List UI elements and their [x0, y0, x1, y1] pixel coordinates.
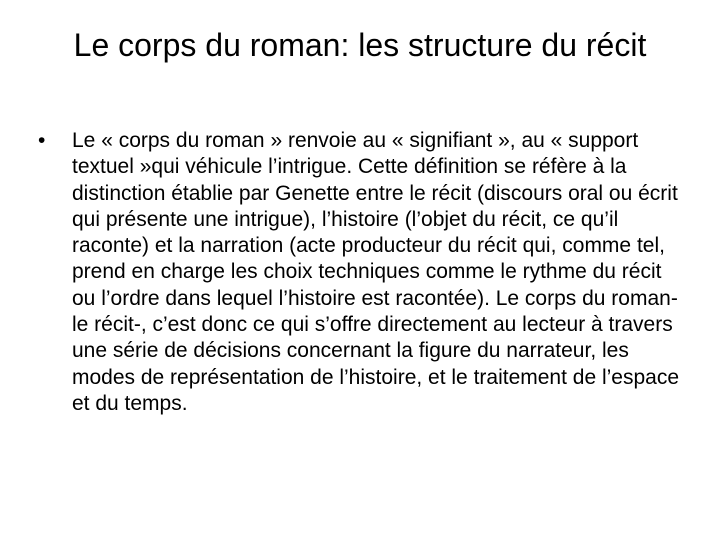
slide-title: Le corps du roman: les structure du récit — [73, 27, 647, 63]
bullet-marker: • — [38, 129, 46, 152]
bullet-item — [36, 128, 686, 417]
bullet-list — [36, 128, 686, 417]
bullet-text: Le « corps du roman » renvoie au « signifiant », au « support textuel »qui véhicule l’intrigue. Cette définition se réfère à la distinction établie par Genette entre le récit (discours oral ou écrit qui présente une intrigue), l’histoire (l’objet du récit, ce qu’il raconte) et la narration (acte producteur du récit qui, comme tel, prend en charge les choix techniques comme le rythme du récit ou l’ordre dans lequel l’histoire est racontée). Le corps du roman- le récit-, c’est donc ce qui s’offre directement au lecteur à travers une série de décisions concernant la figure du narrateur, les modes de représentation de l’histoire, et le traitement de l’espace et du temps. — [72, 129, 680, 415]
